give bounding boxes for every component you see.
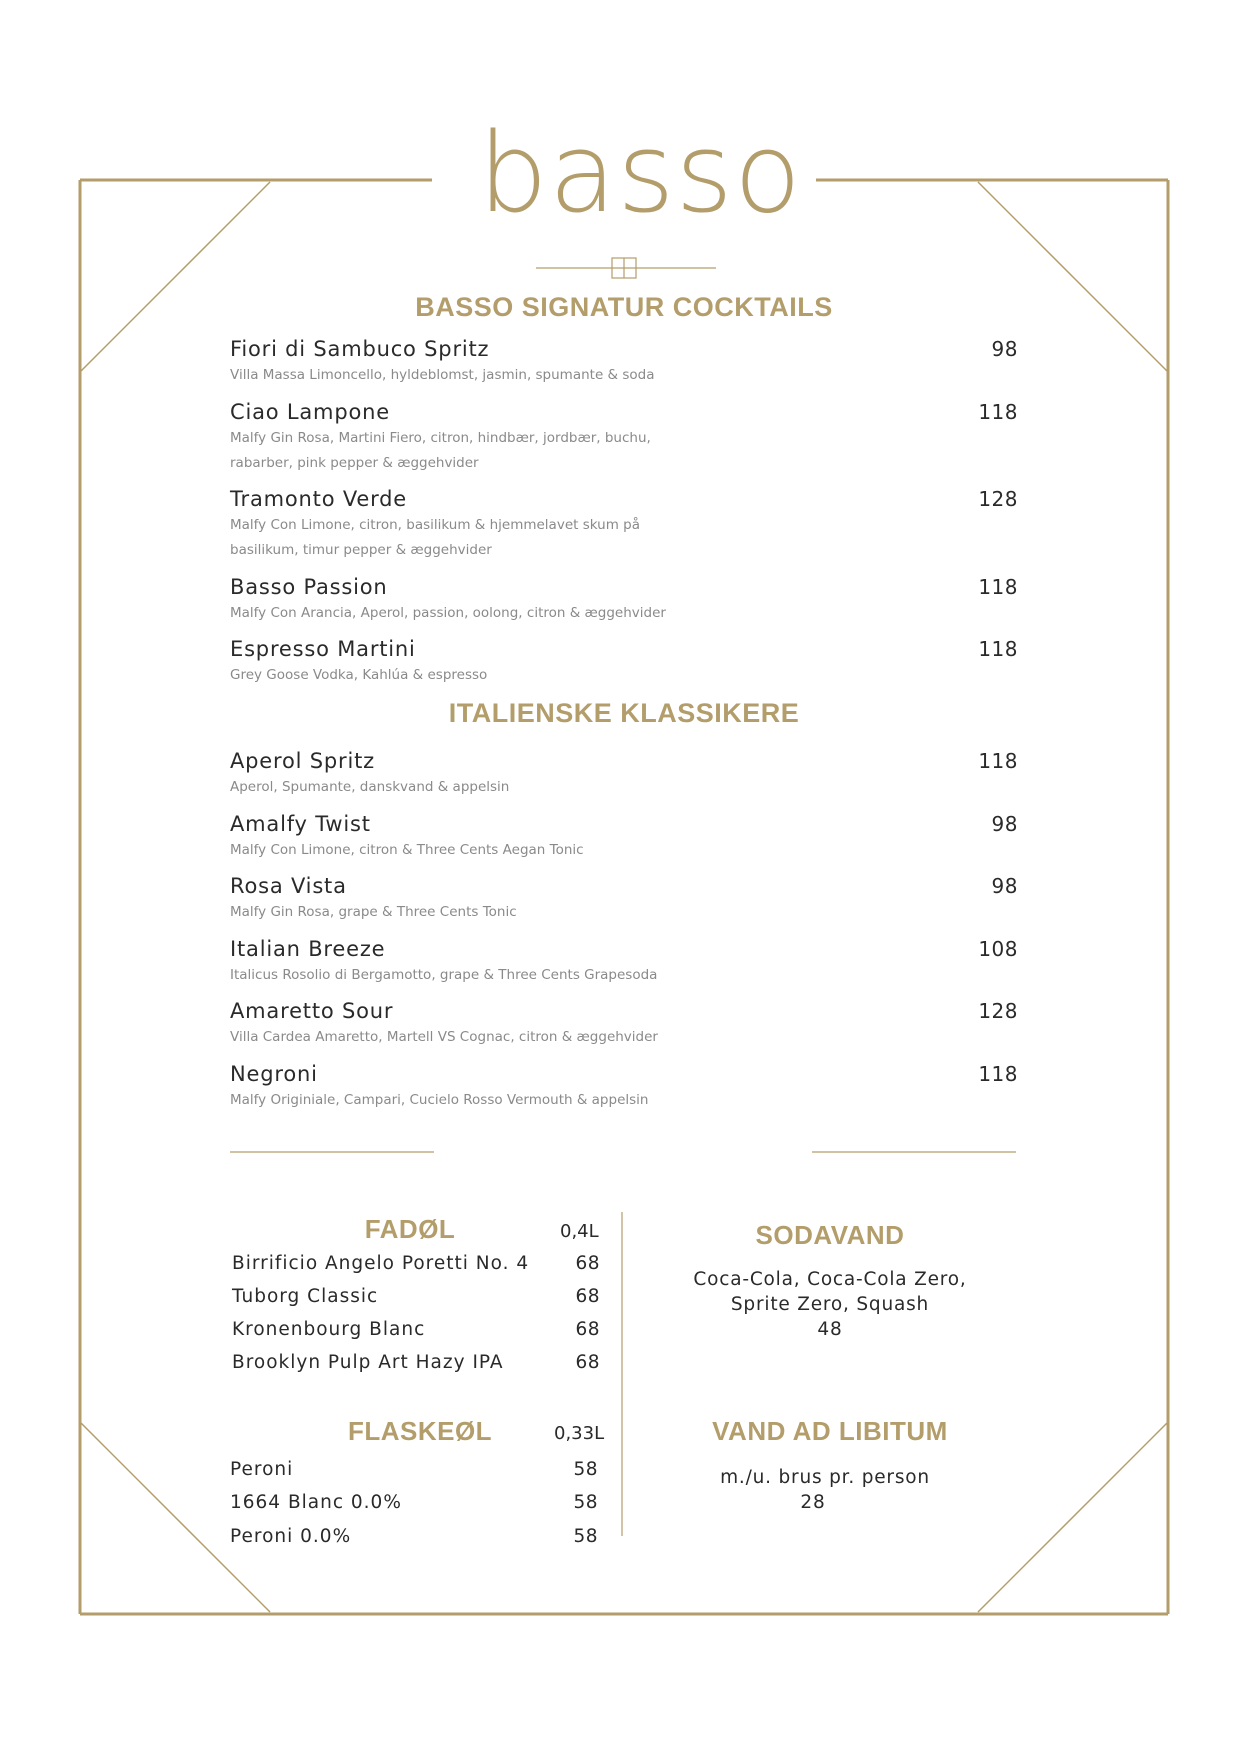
- menu-item: [230, 636, 1018, 688]
- section-title-sodavand: SODAVAND: [755, 1220, 905, 1250]
- item-description: Italicus Rosolio di Bergamotto, grape & Three Cents Grapesoda: [230, 967, 658, 983]
- fadol-item-price: 68: [575, 1319, 600, 1340]
- menu-item: [230, 399, 1018, 476]
- flaskeol-item-name: 1664 Blanc 0.0%: [230, 1492, 402, 1513]
- menu-item: [230, 486, 1018, 563]
- sodavand-line: Coca-Cola, Coca-Cola Zero,: [693, 1269, 967, 1290]
- flaskeol-item-price: 58: [573, 1492, 598, 1513]
- item-name: Fiori di Sambuco Spritz: [230, 337, 490, 361]
- flaskeol-item-price: 58: [573, 1526, 598, 1547]
- section-title-flaskeol: FLASKEØL: [347, 1416, 493, 1446]
- sodavand-list: [660, 1267, 1000, 1342]
- item-price: 118: [978, 400, 1018, 424]
- item-description: Malfy Originiale, Campari, Cucielo Rosso Vermouth & appelsin: [230, 1092, 649, 1108]
- item-price: 128: [978, 487, 1018, 511]
- item-name: Negroni: [230, 1062, 318, 1086]
- item-description: Malfy Gin Rosa, grape & Three Cents Tonic: [230, 904, 517, 920]
- item-price: 98: [991, 874, 1018, 898]
- fadol-item-price: 68: [575, 1286, 600, 1307]
- item-name: Espresso Martini: [230, 637, 416, 661]
- item-description: Grey Goose Vodka, Kahlúa & espresso: [230, 667, 488, 683]
- vand-info: [680, 1465, 970, 1515]
- fadol-item-price: 68: [575, 1253, 600, 1274]
- item-description: Malfy Gin Rosa, Martini Fiero, citron, hindbær, jordbær, buchu, rabarber, pink pepper & æggehvider: [230, 430, 651, 471]
- flaskeol-item-name: Peroni 0.0%: [230, 1526, 352, 1547]
- item-price: 128: [978, 999, 1018, 1023]
- menu-item: [230, 336, 1018, 388]
- menu-item: [230, 1061, 1018, 1113]
- flaskeol-unit: 0,33L: [554, 1423, 605, 1444]
- section-title-signature: BASSO SIGNATUR COCKTAILS: [415, 292, 833, 322]
- item-description: Villa Cardea Amaretto, Martell VS Cognac, citron & æggehvider: [230, 1029, 658, 1045]
- item-name: Amalfy Twist: [230, 812, 371, 836]
- item-price: 118: [978, 1062, 1018, 1086]
- fadol-item-name: Brooklyn Pulp Art Hazy IPA: [232, 1352, 504, 1373]
- fadol-item-name: Kronenbourg Blanc: [232, 1319, 426, 1340]
- item-description: Malfy Con Arancia, Aperol, passion, oolong, citron & æggehvider: [230, 605, 666, 621]
- item-price: 118: [978, 637, 1018, 661]
- fadol-item-name: Birrificio Angelo Poretti No. 4: [232, 1253, 530, 1274]
- menu-item: [230, 936, 1018, 988]
- fadol-unit: 0,4L: [560, 1221, 599, 1242]
- item-price: 98: [991, 812, 1018, 836]
- item-name: Basso Passion: [230, 575, 388, 599]
- item-name: Rosa Vista: [230, 874, 347, 898]
- menu-item: [230, 811, 1018, 863]
- item-description: Malfy Con Limone, citron, basilikum & hjemmelavet skum på basilikum, timur pepper & æggehvider: [230, 517, 640, 558]
- item-name: Ciao Lampone: [230, 400, 390, 424]
- menu-item: [230, 574, 1018, 626]
- section-title-fadol: FADØL: [364, 1214, 456, 1244]
- fadol-item-price: 68: [575, 1352, 600, 1373]
- item-name: Tramonto Verde: [230, 487, 407, 511]
- item-name: Aperol Spritz: [230, 749, 375, 773]
- vand-line: m./u. brus pr. person: [720, 1467, 930, 1488]
- item-name: Amaretto Sour: [230, 999, 394, 1023]
- item-price: 118: [978, 575, 1018, 599]
- item-description: Villa Massa Limoncello, hyldeblomst, jasmin, spumante & soda: [230, 367, 655, 383]
- sodavand-line: Sprite Zero, Squash: [730, 1294, 930, 1315]
- section-title-classics: ITALIENSKE KLASSIKERE: [448, 698, 800, 728]
- item-price: 98: [991, 337, 1018, 361]
- section-title-vand: VAND AD LIBITUM: [712, 1416, 948, 1446]
- item-name: Italian Breeze: [230, 937, 386, 961]
- menu-item: [230, 873, 1018, 925]
- brand-logo: basso: [478, 109, 803, 237]
- vand-price: 28: [800, 1492, 826, 1513]
- item-price: 118: [978, 749, 1018, 773]
- flaskeol-item-name: Peroni: [230, 1459, 294, 1480]
- item-description: Malfy Con Limone, citron & Three Cents Aegan Tonic: [230, 842, 584, 858]
- menu-item: [230, 998, 1018, 1050]
- flaskeol-item-price: 58: [573, 1459, 598, 1480]
- fadol-item-name: Tuborg Classic: [232, 1286, 379, 1307]
- sodavand-price: 48: [817, 1319, 843, 1340]
- menu-item: [230, 748, 1018, 800]
- item-description: Aperol, Spumante, danskvand & appelsin: [230, 779, 510, 795]
- item-price: 108: [978, 937, 1018, 961]
